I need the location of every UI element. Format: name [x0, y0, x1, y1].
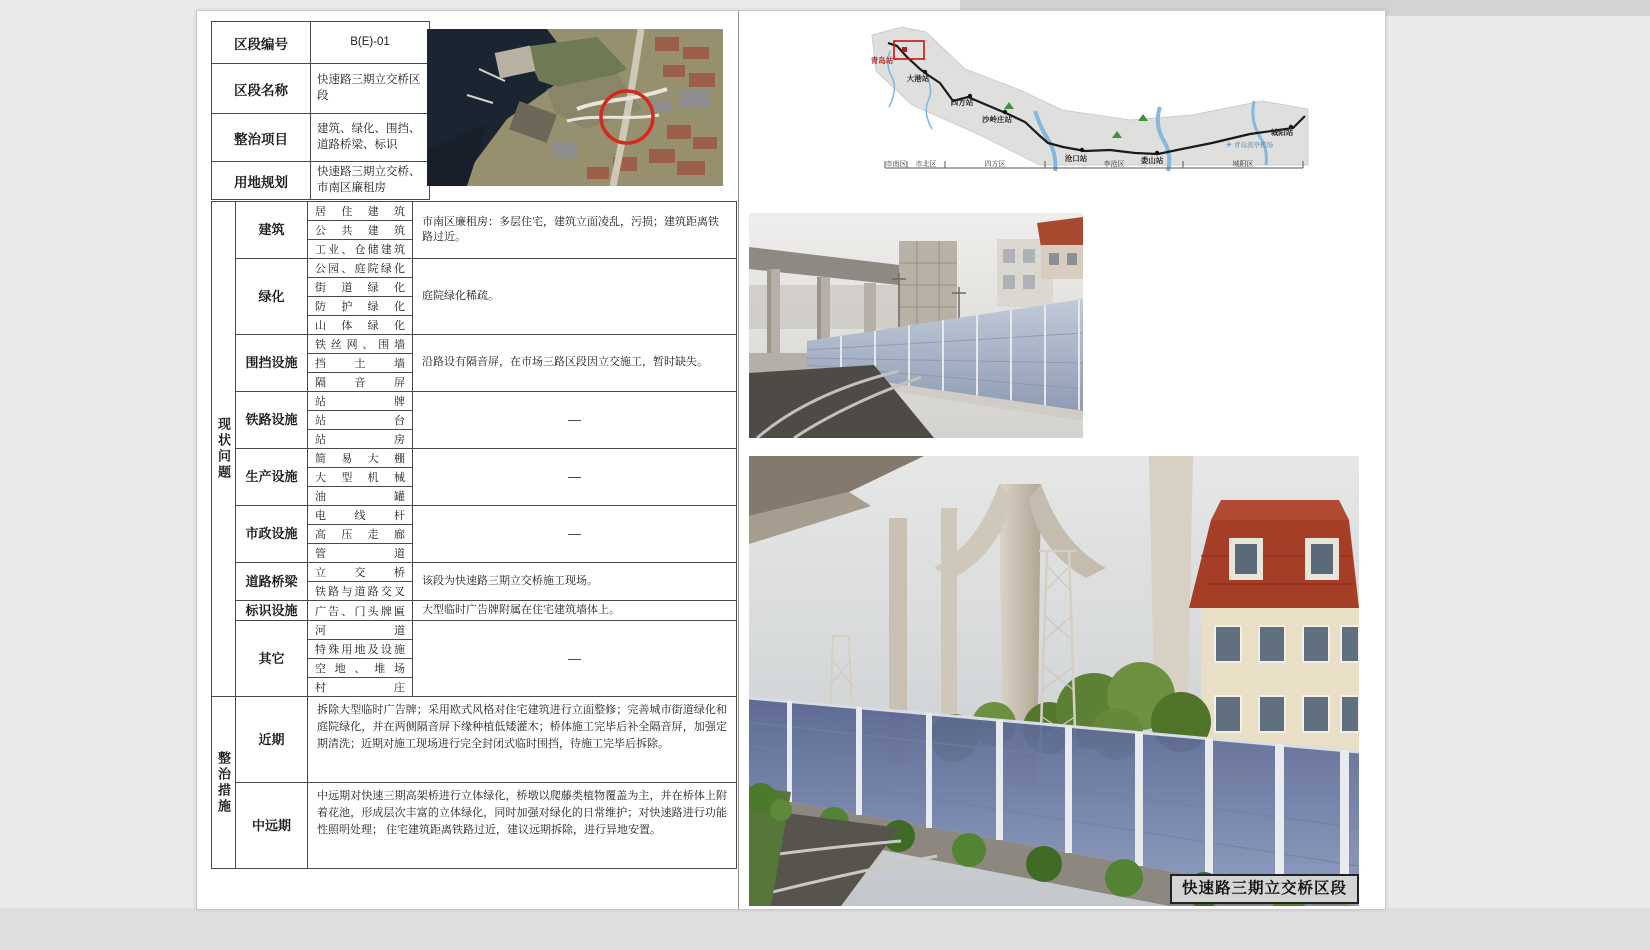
note-cell: 该段为快速路三期立交桥施工现场。 [413, 563, 737, 601]
svg-text:市北区: 市北区 [915, 161, 937, 168]
group-label-problems: 现状问题 [212, 202, 236, 697]
header-row [212, 64, 430, 114]
field-label: 区段名称 [212, 64, 311, 114]
category-label: 生产设施 [236, 449, 308, 506]
svg-text:四方区: 四方区 [984, 161, 1006, 168]
sub-item-cell [308, 659, 413, 678]
field-value: 快速路三期立交桥区段 [311, 64, 430, 114]
category-label: 市政设施 [236, 506, 308, 563]
measure-text: 拆除大型临时广告牌；采用欧式风格对住宅建筑进行立面整修；完善城市街道绿化和庭院绿化，并在两侧隔音屏下缘种植低矮灌木；桥体施工完毕后补全隔音屏，加强定期清洗；近期对施工现场进行完全封闭式临时围挡，待施工完毕后拆除。 [308, 697, 737, 783]
svg-text:沧口站: 沧口站 [1064, 154, 1088, 163]
airport-label [1226, 140, 1274, 149]
sub-item-label: 立交桥 [315, 567, 405, 579]
svg-text:四方站: 四方站 [950, 98, 974, 107]
sub-item-cell [308, 202, 413, 221]
sub-item-cell [308, 411, 413, 430]
category-label: 道路桥梁 [236, 563, 308, 601]
category-label: 其它 [236, 621, 308, 697]
sub-item-label: 广告、门头牌匾 [315, 605, 405, 618]
measure-label: 中远期 [236, 783, 308, 869]
sub-item-cell [308, 449, 413, 468]
header-row [212, 22, 430, 64]
sub-item-label: 挡土墙 [315, 358, 405, 370]
note-cell: 沿路设有隔音屏，在市场三路区段因立交施工，暂时缺失。 [413, 335, 737, 392]
sub-item-cell [308, 335, 413, 354]
sub-item-cell [308, 392, 413, 411]
sub-item-label: 特殊用地及设施 [315, 644, 405, 657]
category-label: 建筑 [236, 202, 308, 259]
construction-building [899, 241, 957, 327]
sub-item-cell [308, 316, 413, 335]
sub-item-label: 公共建筑 [315, 225, 405, 237]
header-row [212, 114, 430, 162]
sub-item-label: 铁丝网、围墙 [315, 339, 405, 351]
sub-item-cell [308, 544, 413, 563]
table-row [212, 506, 737, 525]
photo-rendering [749, 456, 1359, 906]
group-label-measures: 整治措施 [212, 697, 236, 869]
table-row [212, 621, 737, 640]
svg-text:城阳区: 城阳区 [1232, 161, 1254, 168]
table-row [212, 202, 737, 221]
sub-item-label: 油罐 [315, 491, 405, 503]
svg-text:娄山站: 娄山站 [1140, 156, 1164, 165]
sub-item-label: 简易大棚 [315, 453, 405, 465]
sub-item-cell [308, 468, 413, 487]
page-divider [738, 11, 739, 909]
sub-item-label: 站房 [315, 434, 405, 446]
category-label: 铁路设施 [236, 392, 308, 449]
table-row [212, 697, 737, 783]
route-map [830, 17, 1310, 179]
sub-item-label: 空地、堆场 [315, 663, 405, 676]
note-cell: 大型临时广告牌附属在住宅建筑墙体上。 [413, 601, 737, 621]
svg-text:市南区: 市南区 [885, 161, 907, 168]
svg-text:青岛流亭机场: 青岛流亭机场 [1234, 142, 1273, 149]
sub-item-label: 街道绿化 [315, 282, 405, 294]
sub-item-label: 隔音屏 [315, 377, 405, 389]
photo-caption: 快速路三期立交桥区段 [1170, 874, 1359, 904]
header-row [212, 162, 430, 200]
note-cell: — [413, 506, 737, 563]
sub-item-cell [308, 506, 413, 525]
measure-text: 中远期对快速三期高架桥进行立体绿化，桥墩以爬藤类植物覆盖为主，并在桥体上附着花池，形成层次丰富的立体绿化，同时加强对绿化的日常维护；对快速路进行功能性照明处理； 住宅建筑距离铁路过近，建议远期拆除，进行异地安置。 [308, 783, 737, 869]
table-row [212, 449, 737, 468]
sub-item-cell [308, 563, 413, 582]
sub-item-label: 高压走廊 [315, 529, 405, 541]
svg-text:李沧区: 李沧区 [1103, 161, 1125, 168]
sub-item-cell [308, 640, 413, 659]
sub-item-label: 村庄 [315, 682, 405, 695]
field-label: 整治项目 [212, 114, 311, 162]
sub-item-cell [308, 601, 413, 621]
sub-item-cell [308, 354, 413, 373]
svg-text:城阳站: 城阳站 [1270, 128, 1294, 137]
satellite-image [427, 29, 723, 186]
sub-item-label: 管道 [315, 548, 405, 560]
measure-label: 近期 [236, 697, 308, 783]
table-row [212, 392, 737, 411]
table-row [212, 563, 737, 582]
sub-item-cell [308, 582, 413, 601]
background-band-bottom [0, 908, 1650, 950]
table-row [212, 259, 737, 278]
sub-item-label: 河道 [315, 625, 405, 638]
svg-text:大港站: 大港站 [906, 74, 930, 83]
sub-item-cell [308, 278, 413, 297]
photo-existing-condition [749, 213, 1083, 438]
sub-item-label: 站台 [315, 415, 405, 427]
sub-item-cell [308, 525, 413, 544]
sub-item-label: 站牌 [315, 396, 405, 408]
field-value: 建筑、绿化、围挡、道路桥梁、标识 [311, 114, 430, 162]
sub-item-cell [308, 297, 413, 316]
sub-item-label: 山体绿化 [315, 320, 405, 332]
field-label: 用地规划 [212, 162, 311, 200]
svg-text:沙岭庄站: 沙岭庄站 [982, 115, 1012, 124]
sub-item-cell [308, 373, 413, 392]
note-cell: 庭院绿化稀疏。 [413, 259, 737, 335]
category-label: 绿化 [236, 259, 308, 335]
sub-item-cell [308, 678, 413, 697]
sub-item-label: 工业、仓储建筑 [315, 244, 405, 256]
table-row [212, 335, 737, 354]
sub-item-cell [308, 240, 413, 259]
document-page [196, 10, 1386, 910]
category-label: 围挡设施 [236, 335, 308, 392]
field-value: B(E)-01 [311, 22, 430, 64]
sub-item-cell [308, 621, 413, 640]
note-cell: — [413, 621, 737, 697]
table-row [212, 783, 737, 869]
problems-measures-table [211, 201, 737, 869]
note-cell: — [413, 449, 737, 506]
svg-text:青岛站: 青岛站 [870, 56, 894, 65]
sub-item-label: 大型机械 [315, 472, 405, 484]
note-cell: 市南区廉租房：多层住宅，建筑立面凌乱，污损；建筑距离铁路过近。 [413, 202, 737, 259]
sub-item-label: 铁路与道路交叉 [315, 586, 405, 598]
section-info-table [211, 21, 430, 200]
sub-item-label: 防护绿化 [315, 301, 405, 313]
sub-item-cell [308, 259, 413, 278]
category-label: 标识设施 [236, 601, 308, 621]
sub-item-label: 公园、庭院绿化 [315, 263, 405, 275]
sub-item-label: 居住建筑 [315, 206, 405, 218]
red-roof-house [1037, 217, 1083, 279]
sub-item-label: 电线杆 [315, 510, 405, 522]
sub-item-cell [308, 430, 413, 449]
field-label: 区段编号 [212, 22, 311, 64]
field-value: 快速路三期立交桥、市南区廉租房 [311, 162, 430, 200]
sub-item-cell [308, 221, 413, 240]
table-row [212, 601, 737, 621]
note-cell: — [413, 392, 737, 449]
svg-text:✈: ✈ [1226, 142, 1232, 149]
sub-item-cell [308, 487, 413, 506]
